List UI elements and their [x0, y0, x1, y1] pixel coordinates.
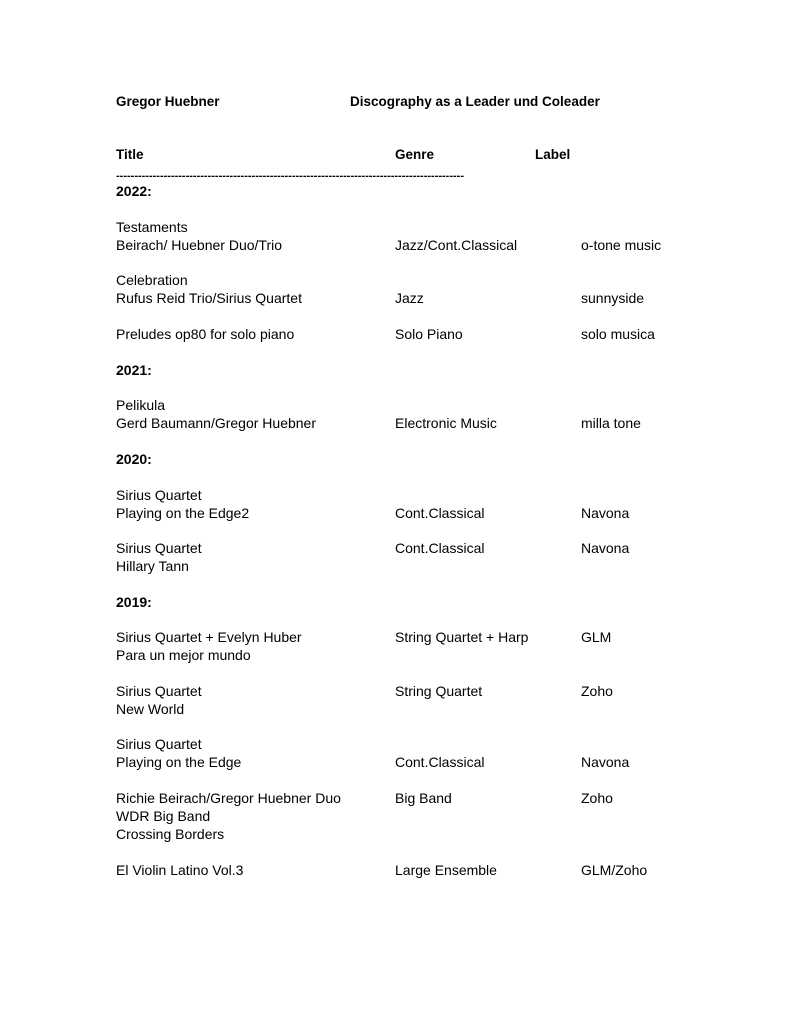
entry-label: Navona	[581, 505, 630, 521]
entry-label: solo musica	[581, 326, 655, 342]
entry-title-line: Crossing Borders	[116, 826, 225, 842]
column-header-genre: Genre	[395, 147, 435, 162]
entry-title-line: Sirius Quartet	[116, 736, 202, 752]
entry-title-line: Sirius Quartet	[116, 540, 202, 556]
entry-genre: Solo Piano	[395, 326, 463, 342]
entry-label: milla tone	[581, 415, 641, 431]
entry-title-line: WDR Big Band	[116, 808, 211, 824]
entry-label: GLM/Zoho	[581, 862, 648, 878]
entry-genre: String Quartet	[395, 683, 483, 699]
entry-title-line: Para un mejor mundo	[116, 647, 251, 663]
entry-label: Navona	[581, 540, 630, 556]
column-header-label: Label	[535, 147, 571, 162]
entry-genre: Big Band	[395, 790, 452, 806]
entry-title-line: Richie Beirach/Gregor Huebner Duo	[116, 790, 341, 806]
entry-genre: Cont.Classical	[395, 505, 485, 521]
entry-title-line: Hillary Tann	[116, 558, 189, 574]
entry-title-line: Rufus Reid Trio/Sirius Quartet	[116, 290, 302, 306]
year-heading: 2022:	[116, 183, 152, 199]
header-rule: -----------------------------------------------------------------------------------------------	[116, 170, 464, 182]
entry-title-line: Celebration	[116, 272, 188, 288]
document-title: Discography as a Leader und Coleader	[350, 94, 600, 109]
entry-title-line: Gerd Baumann/Gregor Huebner	[116, 415, 316, 431]
entry-label: sunnyside	[581, 290, 645, 306]
year-heading: 2020:	[116, 451, 152, 467]
entry-label: Zoho	[581, 683, 613, 699]
column-header-title: Title	[116, 147, 144, 162]
entry-title-line: Pelikula	[116, 397, 166, 413]
entry-genre: String Quartet + Harp	[395, 629, 529, 645]
entry-title-line: Playing on the Edge	[116, 754, 242, 770]
entry-label: Zoho	[581, 790, 613, 806]
entry-title-line: Sirius Quartet + Evelyn Huber	[116, 629, 302, 645]
entry-genre: Jazz	[395, 290, 424, 306]
entry-title-line: New World	[116, 701, 185, 717]
entry-genre: Large Ensemble	[395, 862, 497, 878]
entry-title-line: Preludes op80 for solo piano	[116, 326, 295, 342]
year-heading: 2019:	[116, 594, 152, 610]
entry-title-line: El Violin Latino Vol.3	[116, 862, 244, 878]
entry-genre: Jazz/Cont.Classical	[395, 237, 518, 253]
entry-title-line: Playing on the Edge2	[116, 505, 250, 521]
entry-genre: Electronic Music	[395, 415, 497, 431]
entry-title-line: Beirach/ Huebner Duo/Trio	[116, 237, 283, 253]
entry-title-line: Testaments	[116, 219, 188, 235]
entry-label: GLM	[581, 629, 612, 645]
entry-genre: Cont.Classical	[395, 540, 485, 556]
entry-title-line: Sirius Quartet	[116, 487, 202, 503]
entry-genre: Cont.Classical	[395, 754, 485, 770]
author-name: Gregor Huebner	[116, 94, 220, 109]
year-heading: 2021:	[116, 362, 152, 378]
entry-title-line: Sirius Quartet	[116, 683, 202, 699]
entry-label: o-tone music	[581, 237, 662, 253]
entry-label: Navona	[581, 754, 630, 770]
